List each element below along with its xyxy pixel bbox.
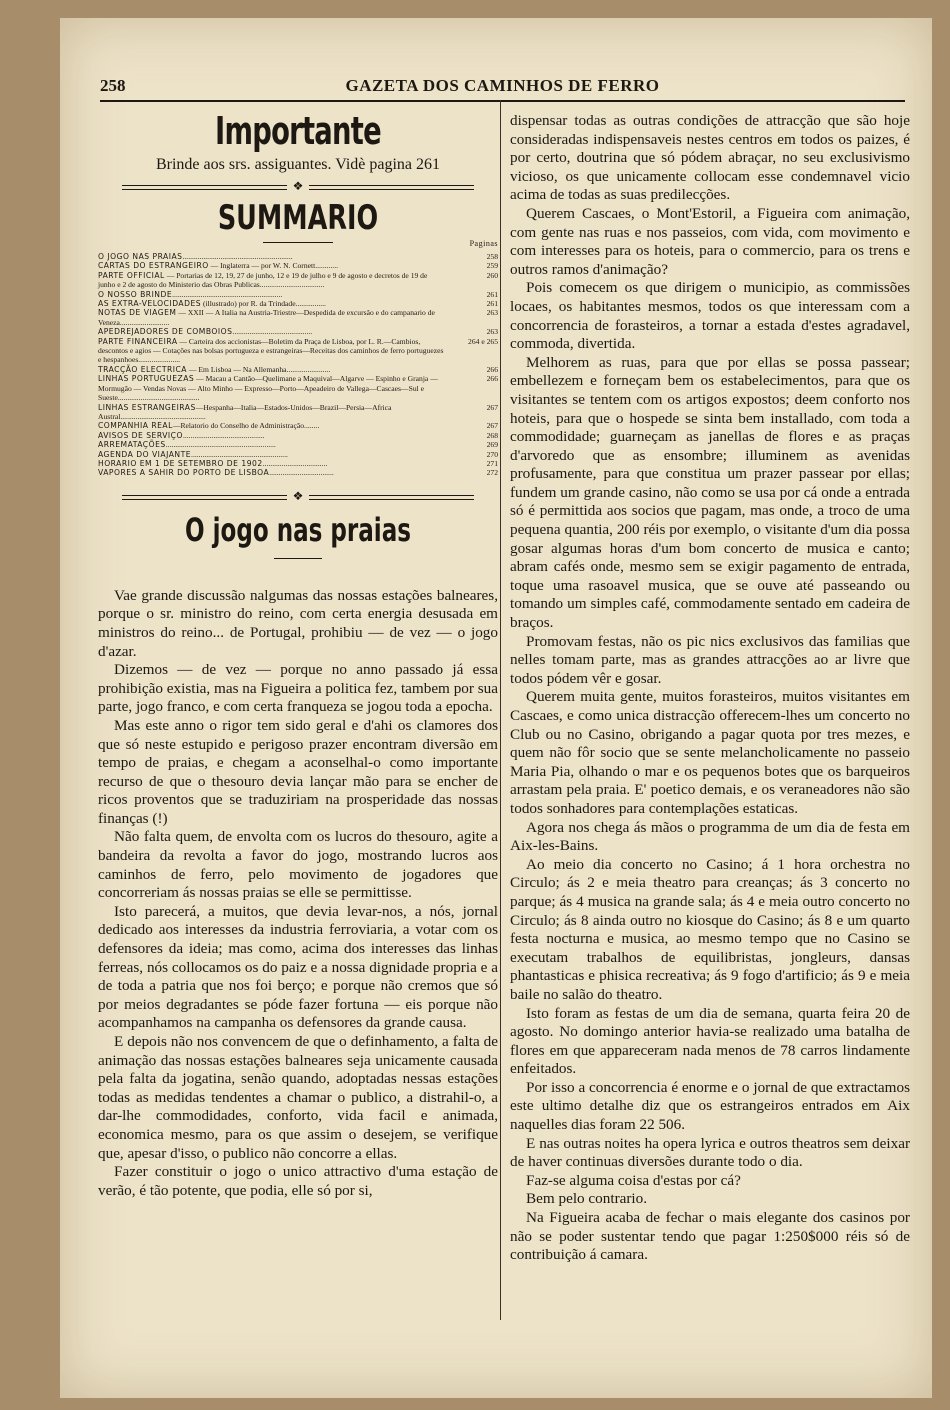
article-body-right [510, 112, 910, 1265]
toc-entry-detail: — Em Lisboa — Na Allemanha....................... [187, 364, 331, 374]
article-body-left [98, 587, 498, 1201]
toc-entry-page: 269 [486, 440, 498, 450]
toc-entry-text [98, 421, 452, 430]
toc-entry [98, 440, 498, 449]
toc-entry-page: 261 [486, 299, 498, 309]
publication-title: GAZETA DOS CAMINHOS DE FERRO [345, 76, 660, 95]
toc-entry-text [98, 468, 452, 477]
toc-entry-page: 271 [486, 458, 498, 468]
article-paragraph: Fazer constituir o jogo o unico attractivo d'uma estação de verão, é tão potente, que podia, elle só por si, [98, 1163, 498, 1199]
summario-heading: SUMMARIO [217, 198, 379, 238]
toc-entry-detail: — XXII — A Italia na Austria-Triestre—Despedida de excursão e do campanario de Veneza.......................... [98, 308, 435, 327]
toc-entry-text [98, 337, 452, 365]
article-title-rule [274, 558, 322, 559]
toc-entry-heading: O NOSSO BRINDE [98, 289, 173, 299]
article-paragraph: Promovam festas, não os pic nics exclusivos das familias que nelles tomam parte, mas as grandes attracções ao ar livre que todos pódem vêr e gosar. [510, 632, 910, 687]
article-paragraph: Bem pelo contrario. [526, 1190, 648, 1208]
toc-entry-detail: — Carteira dos accionistas—Boletim da Praça de Lisboa, por L. R.—Cambios, descontos e agios — Cotações nas bolsas portugueza e estrangeiras—Receitas dos caminhos de ferro portuguezes e hespanhoes...................... [98, 336, 444, 365]
toc-entry [98, 365, 498, 374]
toc-entry-text [98, 374, 452, 402]
toc-entry-detail: .......................................................... [172, 289, 283, 299]
toc-entry-detail: —Hespanha—Italia—Estados-Unidos—Brazil—Persia—Africa Austral............................................. [98, 402, 392, 421]
toc-entry [98, 421, 498, 430]
toc-entry-heading: CARTAS DO ESTRANGEIRO [98, 261, 209, 271]
toc-entry [98, 290, 498, 299]
toc-entry [98, 308, 498, 327]
toc-entry-detail: — Inglaterra — por W. N. Cornett............ [208, 261, 339, 271]
toc-entry-detail: (illustrado) por R. da Trindade................ [201, 299, 326, 309]
article-paragraph: Na Figueira acaba de fechar o mais elegante dos casinos por não se poder sustentar tendo que pagar 1:250$000 réis só de contribuição á camara. [510, 1209, 910, 1264]
toc-entry-text [98, 308, 452, 327]
article-paragraph: Melhorem as ruas, para que por ellas se possa passear; embellezem e forneçam bem os estabelecimentos, para que os visitantes se tentem com os artigos expostos; deem conforto nos hoteis, para que o hospede se sinta bem installado, com toda a commodidade; guarneçam as janellas de flores e as praças d'arvoredo que as ensombre; illuminem as avenidas profusamente, para que constitua um prazer passear por ellas; fundem um grande casino, não como se usa por cá onde a entrada só é permittida aos socios que pagam, mas onde, a troco de uma pequena quantia, 200 réis por exemplo, o visitante d'um dia possa gosar algumas horas d'um bom concerto de musica e canto; abram cafés onde, mesmo sem se exigir pagamento de entrada, toque uma rasoavel musica, que se ouve até passeando ou tomando um simples café, commodamente sentado em cadeira de braços. [510, 353, 910, 632]
toc-entry-heading: AS EXTRA-VELOCIDADES [98, 299, 202, 309]
toc-entry-detail: .................................. [269, 468, 334, 478]
toc-entry-text [98, 450, 452, 459]
toc-entry-text [98, 252, 452, 261]
article-title: O jogo nas praias [185, 510, 411, 549]
toc-entry-text [98, 271, 452, 290]
ornament-divider [122, 490, 474, 504]
toc-entry-text [98, 440, 452, 449]
toc-entry-heading: NOTAS DE VIAGEM [98, 308, 177, 318]
toc-entry [98, 271, 498, 290]
toc-entry-heading: LINHAS PORTUGUEZAS [98, 374, 195, 384]
paginas-label: Paginas [469, 239, 498, 248]
toc-entry-detail: ........................................... [182, 430, 265, 440]
article-paragraph: Mas este anno o rigor tem sido geral e d'ahi os clamores dos que só neste estupido e perigoso prazer encontram diversão em tempo de praias, e chegam a aconselhal-o como importante recurso de que o thesouro devia lançar mão para se encher de ricos proventos que se traduziriam na prosperidade das nossas finanças (!) [98, 716, 498, 827]
toc-entry-page: 268 [486, 430, 498, 440]
toc-entry [98, 374, 498, 402]
toc-entry [98, 299, 498, 308]
article-paragraph: Vae grande discussão nalgumas das nossas estações balneares, porque o sr. ministro do reino, com certa energia desusada em ministros do reino... de Portugal, prohibiu — de vez — o jogo d'azar. [98, 586, 498, 660]
toc-entry-page: 272 [486, 468, 498, 478]
article-paragraph: Isto foram as festas de um dia de semana, quarta feira 20 de agosto. No domingo anterior havia-se realizado uma batalha de flores em que appareceram nada menos de 78 carros lindamente enfeitados. [510, 1004, 910, 1078]
toc-entry-heading: TRACÇÃO ELECTRICA [98, 364, 188, 374]
toc-entry-heading: ARREMATAÇÕES [98, 440, 166, 450]
toc-entry-page: 266 [486, 374, 498, 384]
toc-entry-heading: AGENDA DO VIAJANTE [98, 449, 192, 459]
article-paragraph: Pois comecem os que dirigem o municipio, as commissões locaes, os habitantes mesmos, todos os que interessam com a concorrencia de forasteiros, a tornar a estada d'estes agradavel, commoda, divertida. [510, 279, 910, 353]
toc-entry-page: 270 [486, 449, 498, 459]
article-paragraph: dispensar todas as outras condições de attracção que são hoje consideradas indispensaveis nestes centros em todos os paizes, é por certo, doutrina que só pódem abraçar, no seu exclusivismo vicioso, os que unicamente collocam esse condemnavel vicio acima de todas as suas predilecções. [510, 112, 910, 204]
toc-entry-heading: PARTE OFFICIAL [98, 270, 165, 280]
toc-entry-detail: — Macau a Cantão—Quelimane a Maquival—Algarve — Espinho e Granja — Mormugão — Vendas Novas — Alto Minho — Expresso—Porto—Apeadeiro de Vallega—Cascaes—Sul e Sueste........................................... [98, 374, 438, 403]
article-paragraph: Ao meio dia concerto no Casino; á 1 hora orchestra no Circulo; ás 2 e meia theatro para creanças; ás 3 concerto no parque; ás 4 musica na grande sala; ás 4 e meia outro concerto no Circulo; ás 8 ainda outro no kiosque do Casino; ás 8 e um quarto festa nocturna e musica, ao mesmo tempo que no Casino se executam trabalhos de equilibristas, jongleurs, dansas phantasticas e phisica recreativa; ás 9 fogo d'artificio; ás 9 e meia baile no salão do theatro. [510, 855, 910, 1003]
toc-entry-text [98, 459, 452, 468]
toc-entry-heading: APEDREJADORES DE COMBOIOS [98, 327, 233, 337]
toc-entry-detail: —Relatorio do Conselho de Administração........ [172, 421, 320, 431]
toc-entry-heading: VAPORES A SAHIR DO PORTO DE LISBOA [98, 468, 270, 478]
toc-entry-text [98, 431, 452, 440]
toc-entry-page: 261 [486, 289, 498, 299]
toc-entry-text [98, 365, 452, 374]
brinde-notice: Brinde aos srs. assiguantes. Vidè pagina 261 [155, 156, 441, 173]
article-paragraph: Agora nos chega ás mãos o programma de um dia de festa em Aix-les-Bains. [510, 818, 910, 855]
article-paragraph: Querem muita gente, muitos forasteiros, muitos visitantes em Cascaes, e como unica distracção offerecem-lhes um concerto no Club ou no Casino, obrigando a pagar quota por tres mezes, e quem não fôr socio que se sente melancholicamente no passeio Maria Pia, olhando o mar e os pequenos botes que os barqueiros arrastam pela praia. E' poetico demais, e os veraneadores não são todos sonhadores para contemplações estaticas. [510, 688, 910, 817]
toc-entry-detail: .................................. [262, 458, 328, 468]
left-column [98, 108, 498, 1200]
toc-entry-detail: .......................................................... [165, 440, 276, 450]
toc-entry [98, 459, 498, 468]
toc-entry-text [98, 299, 452, 308]
toc-entry-page: 266 [486, 364, 498, 374]
toc-entry-page: 263 [486, 308, 498, 318]
toc-entry-text [98, 261, 452, 270]
toc-entry-heading: AVISOS DE SERVIÇO [98, 430, 183, 440]
toc-entry-heading: PARTE FINANCEIRA [98, 336, 178, 346]
toc-entry-detail: .......................................... [232, 327, 313, 337]
article-paragraph: Não falta quem, de envolta com os lucros do thesouro, agite a bandeira da revolta a favor do jogo, mostrando lucros aos caminhos de ferro, pelo movimento de jogadores que concorreriam ás nossas praias se elle se permittisse. [98, 828, 498, 902]
importante-heading: Importante [214, 109, 382, 153]
toc-entry-page: 258 [486, 252, 498, 261]
toc-entry [98, 450, 498, 459]
page-number: 258 [100, 76, 126, 95]
toc-entry-text [98, 327, 452, 336]
toc-entry [98, 261, 498, 270]
toc-entry [98, 468, 498, 477]
toc-entry-heading: LINHAS ESTRANGEIRAS [98, 402, 196, 412]
toc-entry-page: 259 [486, 261, 498, 271]
toc-entry-page: 264 e 265 [468, 336, 498, 346]
toc-entry [98, 337, 498, 365]
toc-entry [98, 431, 498, 440]
toc-entry-heading: HORARIO EM 1 DE SETEMBRO DE 1902 [98, 458, 263, 468]
article-paragraph: E nas outras noites ha opera lyrica e outros theatros sem deixar de haver continuas diversões durante todo o dia. [510, 1134, 910, 1171]
toc-entry-page: 263 [486, 327, 498, 337]
toc-entry [98, 403, 498, 422]
ornament-icon: ❖ [287, 180, 309, 192]
article-paragraph: Por isso a concorrencia é enorme e o jornal de que extractamos este ultimo detalhe diz que os estrangeiros entrados em Aix naquelles dias foram 22 506. [510, 1078, 910, 1134]
ornament-icon: ❖ [287, 490, 309, 502]
article-paragraph: Isto parecerá, a muitos, que devia levar-nos, a nós, jornal dedicado aos interesses da industria ferroviaria, a votar com os defensores da ideia; mas como, acima dos interesses das linhas ferreas, nós collocamos os do paiz e a nossa dignidade propria e a de toda a patria que nos foi berço; e porque não cremos que só por meios degradantes se póde fazer fortuna — eis porque não acompanhamos na campanha os defensores da grande causa. [98, 902, 498, 1032]
toc-entry-detail: — Portarias de 12, 19, 27 de junho, 12 e 19 de julho e 9 de agosto e decretos de 19 de junho e 2 de agosto do Ministerio das Obras Publicas.................................. [98, 270, 428, 290]
toc-entry [98, 327, 498, 336]
toc-entry-detail: .......................................................... [182, 252, 293, 261]
toc-entry-text [98, 403, 452, 422]
toc-entry-heading: COMPANHIA REAL [98, 421, 173, 431]
toc-entry-page: 267 [486, 421, 498, 431]
ornament-divider [122, 180, 474, 194]
page-header [100, 74, 905, 102]
toc-entry [98, 252, 498, 261]
toc-entry-detail: ................................................... [191, 449, 288, 459]
article-paragraph: Querem Cascaes, o Mont'Estoril, a Figueira com animação, com gente nas ruas e nos passeios, com vida, com movimento e com interesses para os hoteis, para o commercio, para os trens e outros ramos d'animação? [510, 204, 910, 278]
toc-entry-text [98, 290, 452, 299]
toc-entry-heading: O JOGO NAS PRAIAS [98, 252, 183, 261]
toc-entry-page: 260 [486, 270, 498, 280]
right-column [510, 112, 910, 1265]
toc-entry-page: 267 [486, 402, 498, 412]
article-paragraph: Dizemos — de vez — porque no anno passado já essa prohibição existia, mas na Figueira a politica fez, tambem por sua parte, jogo franco, e com certa franqueza se jogou toda a epocha. [98, 661, 498, 716]
table-of-contents [98, 252, 498, 478]
article-paragraph: E depois não nos convencem de que o definhamento, a falta de animação das nossas estações balneares seja unicamente causada pela falta da jogatina, senão quando, adoptadas nessas estações todas as medidas tendentes a chamar o publico, a distrahil-o, a dar-lhe commodidades, conforto, vida facil e animada, economica mesmo, para os que assim o desejem, se verifique que, apesar d'isso, o publico não concorre a ellas. [98, 1033, 498, 1162]
column-divider [500, 100, 501, 1320]
article-paragraph: Faz-se alguma coisa d'estas por cá? [526, 1171, 741, 1189]
